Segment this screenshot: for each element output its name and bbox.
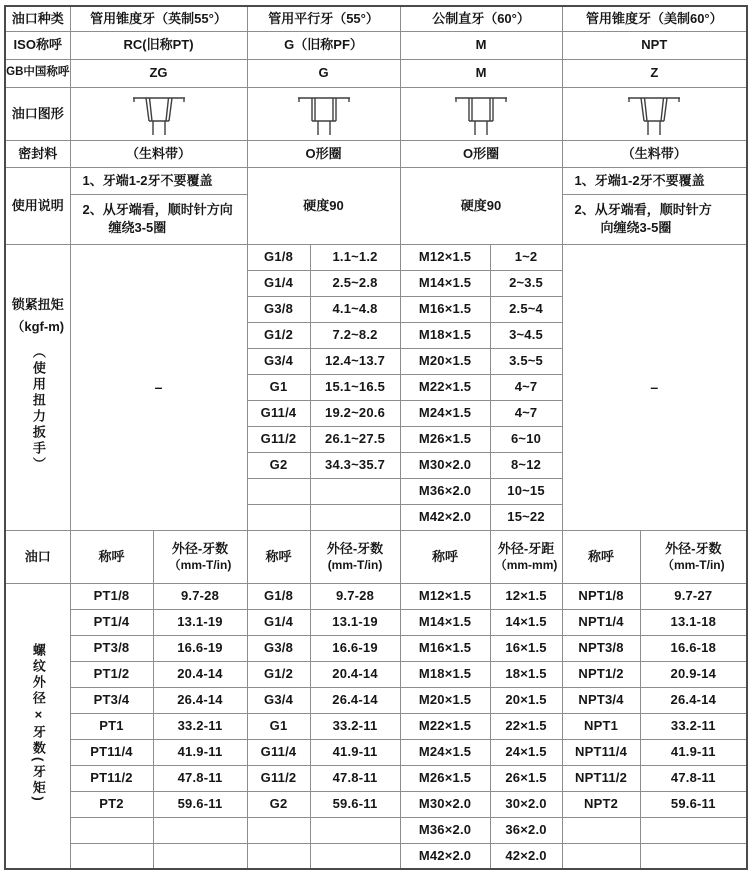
row-label-torque: 锁紧扭矩 （kgf-m) （使用扭力扳手） bbox=[5, 244, 70, 530]
ports-header-g-spec: 外径-牙数 (mm-T/in) bbox=[310, 530, 400, 583]
port-pt-value bbox=[153, 843, 247, 869]
port-npt-name: NPT1/2 bbox=[562, 661, 640, 687]
torque-g-name: G1/4 bbox=[247, 270, 310, 296]
port-g-value bbox=[310, 843, 400, 869]
gb-npt: Z bbox=[562, 59, 747, 87]
port-npt-value: 9.7-27 bbox=[640, 583, 747, 609]
torque-m-name: M16×1.5 bbox=[400, 296, 490, 322]
port-m-value: 20×1.5 bbox=[490, 687, 562, 713]
port-pt-value: 9.7-28 bbox=[153, 583, 247, 609]
usage-pt-line2: 2、从牙端看，顺时针方向 缠绕3-5圈 bbox=[70, 194, 247, 244]
port-npt-value: 59.6-11 bbox=[640, 791, 747, 817]
torque-m-value: 8~12 bbox=[490, 452, 562, 478]
gb-m: M bbox=[400, 59, 562, 87]
torque-g-value: 7.2~8.2 bbox=[310, 322, 400, 348]
usage-pt-line1: 1、牙端1-2牙不要覆盖 bbox=[70, 167, 247, 194]
port-pt-value: 13.1-19 bbox=[153, 609, 247, 635]
torque-g-value bbox=[310, 504, 400, 530]
port-pt-value: 59.6-11 bbox=[153, 791, 247, 817]
port-pt-value: 41.9-11 bbox=[153, 739, 247, 765]
port-type-npt: 管用锥度牙（美制60°） bbox=[562, 6, 747, 31]
ports-header-npt-spec: 外径-牙数 （mm-T/in) bbox=[640, 530, 747, 583]
port-g-name: G3/8 bbox=[247, 635, 310, 661]
port-npt-name: NPT11/2 bbox=[562, 765, 640, 791]
ports-header-g-name: 称呼 bbox=[247, 530, 310, 583]
port-npt-name: NPT11/4 bbox=[562, 739, 640, 765]
torque-g-name: G11/2 bbox=[247, 426, 310, 452]
port-npt-name: NPT1/4 bbox=[562, 609, 640, 635]
port-m-name: M14×1.5 bbox=[400, 609, 490, 635]
gb-g: G bbox=[247, 59, 400, 87]
port-m-value: 36×2.0 bbox=[490, 817, 562, 843]
torque-m-value: 6~10 bbox=[490, 426, 562, 452]
ports-header-pt-name: 称呼 bbox=[70, 530, 153, 583]
torque-g-value bbox=[310, 478, 400, 504]
port-g-value bbox=[310, 817, 400, 843]
torque-m-value: 4~7 bbox=[490, 374, 562, 400]
row-label-iso: ISO称呼 bbox=[5, 31, 70, 59]
port-g-name: G11/4 bbox=[247, 739, 310, 765]
seal-npt: （生料带） bbox=[562, 140, 747, 167]
port-m-value: 12×1.5 bbox=[490, 583, 562, 609]
port-g-name bbox=[247, 817, 310, 843]
torque-g-name: G1/2 bbox=[247, 322, 310, 348]
torque-g-name: G11/4 bbox=[247, 400, 310, 426]
torque-m-value: 3~4.5 bbox=[490, 322, 562, 348]
torque-g-name: G3/4 bbox=[247, 348, 310, 374]
port-npt-value: 20.9-14 bbox=[640, 661, 747, 687]
diagram-cell-pt bbox=[70, 87, 247, 140]
port-pt-name: PT3/8 bbox=[70, 635, 153, 661]
torque-g-value: 12.4~13.7 bbox=[310, 348, 400, 374]
row-label-usage: 使用说明 bbox=[5, 167, 70, 244]
port-type-m: 公制直牙（60°） bbox=[400, 6, 562, 31]
torque-m-name: M30×2.0 bbox=[400, 452, 490, 478]
port-m-name: M18×1.5 bbox=[400, 661, 490, 687]
page bbox=[0, 5, 750, 879]
port-g-name bbox=[247, 843, 310, 869]
port-m-value: 22×1.5 bbox=[490, 713, 562, 739]
torque-g-value: 1.1~1.2 bbox=[310, 244, 400, 270]
ports-header-m-name: 称呼 bbox=[400, 530, 490, 583]
port-m-name: M24×1.5 bbox=[400, 739, 490, 765]
port-g-value: 9.7-28 bbox=[310, 583, 400, 609]
port-m-name: M26×1.5 bbox=[400, 765, 490, 791]
usage-m: 硬度90 bbox=[400, 167, 562, 244]
iso-g: G（旧称PF） bbox=[247, 31, 400, 59]
port-m-name: M42×2.0 bbox=[400, 843, 490, 869]
port-m-name: M22×1.5 bbox=[400, 713, 490, 739]
tapered-port-section-icon bbox=[622, 91, 686, 139]
port-m-value: 24×1.5 bbox=[490, 739, 562, 765]
row-label-ports: 油口 bbox=[5, 530, 70, 583]
torque-g-name: G2 bbox=[247, 452, 310, 478]
parallel-port-section-icon bbox=[292, 91, 356, 139]
usage-npt-line1: 1、牙端1-2牙不要覆盖 bbox=[562, 167, 747, 194]
port-pt-name: PT2 bbox=[70, 791, 153, 817]
torque-m-value: 2.5~4 bbox=[490, 296, 562, 322]
port-npt-value: 33.2-11 bbox=[640, 713, 747, 739]
torque-m-value: 10~15 bbox=[490, 478, 562, 504]
seal-m: O形圈 bbox=[400, 140, 562, 167]
port-npt-name: NPT1/8 bbox=[562, 583, 640, 609]
port-npt-name bbox=[562, 817, 640, 843]
port-g-value: 26.4-14 bbox=[310, 687, 400, 713]
torque-m-name: M14×1.5 bbox=[400, 270, 490, 296]
row-label-thread-od: 螺纹外径×牙数(牙矩) bbox=[5, 583, 70, 869]
tapered-port-section-icon bbox=[127, 91, 191, 139]
port-m-name: M16×1.5 bbox=[400, 635, 490, 661]
port-m-value: 18×1.5 bbox=[490, 661, 562, 687]
port-m-name: M20×1.5 bbox=[400, 687, 490, 713]
iso-m: M bbox=[400, 31, 562, 59]
usage-npt-line2: 2、从牙端看，顺时针方 向缠绕3-5圈 bbox=[562, 194, 747, 244]
port-pt-value: 33.2-11 bbox=[153, 713, 247, 739]
port-npt-value: 41.9-11 bbox=[640, 739, 747, 765]
port-g-value: 16.6-19 bbox=[310, 635, 400, 661]
port-g-value: 59.6-11 bbox=[310, 791, 400, 817]
port-npt-value bbox=[640, 843, 747, 869]
port-g-value: 41.9-11 bbox=[310, 739, 400, 765]
parallel-port-section-icon bbox=[449, 91, 513, 139]
row-label-port-type: 油口种类 bbox=[5, 6, 70, 31]
torque-g-value: 4.1~4.8 bbox=[310, 296, 400, 322]
port-pt-value: 20.4-14 bbox=[153, 661, 247, 687]
torque-m-value: 2~3.5 bbox=[490, 270, 562, 296]
seal-g: O形圈 bbox=[247, 140, 400, 167]
port-g-name: G3/4 bbox=[247, 687, 310, 713]
torque-m-name: M20×1.5 bbox=[400, 348, 490, 374]
torque-g-value: 26.1~27.5 bbox=[310, 426, 400, 452]
port-type-pt: 管用锥度牙（英制55°） bbox=[70, 6, 247, 31]
port-npt-name: NPT2 bbox=[562, 791, 640, 817]
port-m-name: M12×1.5 bbox=[400, 583, 490, 609]
torque-m-name: M26×1.5 bbox=[400, 426, 490, 452]
port-pt-name: PT3/4 bbox=[70, 687, 153, 713]
torque-npt-dash: – bbox=[562, 244, 747, 530]
port-g-name: G1/8 bbox=[247, 583, 310, 609]
diagram-cell-m bbox=[400, 87, 562, 140]
port-npt-value: 47.8-11 bbox=[640, 765, 747, 791]
torque-pt-dash: – bbox=[70, 244, 247, 530]
torque-m-value: 15~22 bbox=[490, 504, 562, 530]
torque-m-name: M22×1.5 bbox=[400, 374, 490, 400]
torque-m-name: M12×1.5 bbox=[400, 244, 490, 270]
torque-g-name bbox=[247, 504, 310, 530]
port-g-name: G2 bbox=[247, 791, 310, 817]
port-g-name: G1 bbox=[247, 713, 310, 739]
port-type-g: 管用平行牙（55°） bbox=[247, 6, 400, 31]
row-label-diagram: 油口图形 bbox=[5, 87, 70, 140]
port-pt-value bbox=[153, 817, 247, 843]
port-m-value: 26×1.5 bbox=[490, 765, 562, 791]
seal-pt: （生料带） bbox=[70, 140, 247, 167]
port-m-name: M36×2.0 bbox=[400, 817, 490, 843]
diagram-cell-g bbox=[247, 87, 400, 140]
torque-m-value: 3.5~5 bbox=[490, 348, 562, 374]
port-npt-value: 13.1-18 bbox=[640, 609, 747, 635]
torque-g-value: 2.5~2.8 bbox=[310, 270, 400, 296]
port-m-value: 30×2.0 bbox=[490, 791, 562, 817]
torque-m-name: M42×2.0 bbox=[400, 504, 490, 530]
torque-m-name: M36×2.0 bbox=[400, 478, 490, 504]
ports-header-npt-name: 称呼 bbox=[562, 530, 640, 583]
port-pt-name bbox=[70, 817, 153, 843]
port-npt-value bbox=[640, 817, 747, 843]
torque-g-name: G3/8 bbox=[247, 296, 310, 322]
port-npt-name bbox=[562, 843, 640, 869]
port-m-value: 42×2.0 bbox=[490, 843, 562, 869]
port-g-name: G11/2 bbox=[247, 765, 310, 791]
torque-m-name: M24×1.5 bbox=[400, 400, 490, 426]
torque-g-name: G1/8 bbox=[247, 244, 310, 270]
ports-header-m-spec: 外径-牙距 （mm-mm) bbox=[490, 530, 562, 583]
torque-m-name: M18×1.5 bbox=[400, 322, 490, 348]
port-npt-name: NPT3/4 bbox=[562, 687, 640, 713]
torque-g-value: 15.1~16.5 bbox=[310, 374, 400, 400]
port-pt-name: PT11/2 bbox=[70, 765, 153, 791]
torque-m-value: 4~7 bbox=[490, 400, 562, 426]
port-g-value: 13.1-19 bbox=[310, 609, 400, 635]
port-pt-name: PT11/4 bbox=[70, 739, 153, 765]
port-m-name: M30×2.0 bbox=[400, 791, 490, 817]
torque-g-value: 34.3~35.7 bbox=[310, 452, 400, 478]
port-npt-value: 26.4-14 bbox=[640, 687, 747, 713]
port-g-value: 33.2-11 bbox=[310, 713, 400, 739]
port-pt-value: 47.8-11 bbox=[153, 765, 247, 791]
port-pt-value: 16.6-19 bbox=[153, 635, 247, 661]
port-pt-name: PT1/2 bbox=[70, 661, 153, 687]
port-pt-name: PT1 bbox=[70, 713, 153, 739]
port-pt-value: 26.4-14 bbox=[153, 687, 247, 713]
usage-g: 硬度90 bbox=[247, 167, 400, 244]
port-pt-name bbox=[70, 843, 153, 869]
iso-npt: NPT bbox=[562, 31, 747, 59]
port-g-name: G1/2 bbox=[247, 661, 310, 687]
port-g-name: G1/4 bbox=[247, 609, 310, 635]
port-m-value: 16×1.5 bbox=[490, 635, 562, 661]
torque-g-name: G1 bbox=[247, 374, 310, 400]
gb-pt: ZG bbox=[70, 59, 247, 87]
diagram-cell-npt bbox=[562, 87, 747, 140]
port-g-value: 20.4-14 bbox=[310, 661, 400, 687]
iso-pt: RC(旧称PT) bbox=[70, 31, 247, 59]
row-label-seal: 密封料 bbox=[5, 140, 70, 167]
torque-m-value: 1~2 bbox=[490, 244, 562, 270]
port-npt-name: NPT1 bbox=[562, 713, 640, 739]
thread-spec-table bbox=[4, 5, 748, 870]
port-npt-name: NPT3/8 bbox=[562, 635, 640, 661]
torque-g-value: 19.2~20.6 bbox=[310, 400, 400, 426]
torque-g-name bbox=[247, 478, 310, 504]
port-pt-name: PT1/4 bbox=[70, 609, 153, 635]
port-m-value: 14×1.5 bbox=[490, 609, 562, 635]
row-label-gb: GB中国称呼 bbox=[5, 59, 70, 87]
ports-header-pt-spec: 外径-牙数 （mm-T/in) bbox=[153, 530, 247, 583]
port-g-value: 47.8-11 bbox=[310, 765, 400, 791]
port-pt-name: PT1/8 bbox=[70, 583, 153, 609]
port-npt-value: 16.6-18 bbox=[640, 635, 747, 661]
